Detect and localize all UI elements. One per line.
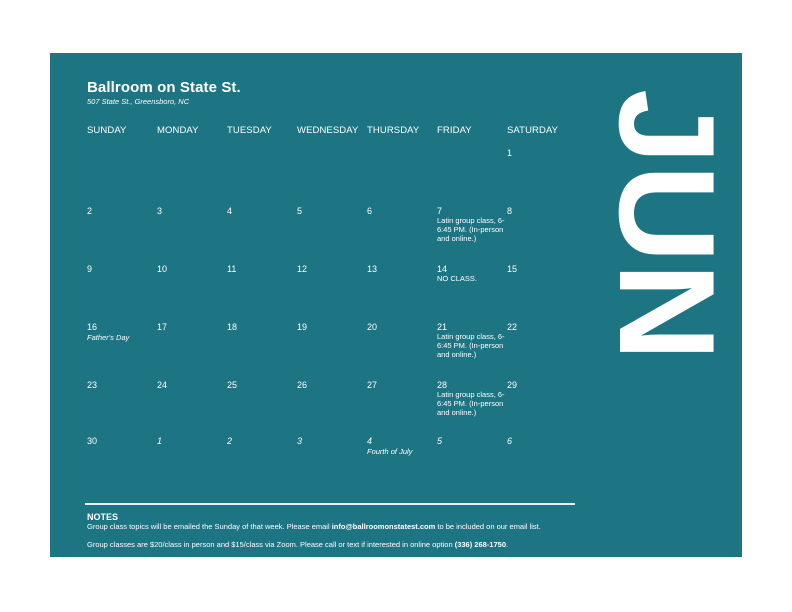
day-number: 2 <box>87 206 93 216</box>
month-label <box>591 65 743 385</box>
weekday-tuesday: TUESDAY <box>227 125 272 136</box>
day-cell <box>507 264 575 274</box>
day-cell <box>367 380 435 390</box>
day-number: 25 <box>227 380 238 390</box>
month-label-text: JUN <box>591 88 743 362</box>
day-cell <box>297 436 365 446</box>
day-number: 28 <box>437 380 448 390</box>
day-number: 7 <box>437 206 443 216</box>
notes-line2-text: Group classes are $20/class in person and $15/class via Zoom. Please call or text if interested in online option <box>87 540 455 549</box>
day-number: 17 <box>157 322 168 332</box>
day-number: 24 <box>157 380 168 390</box>
day-number: 5 <box>297 206 303 216</box>
calendar-panel <box>50 53 742 557</box>
day-cell <box>297 380 365 390</box>
day-number: 4 <box>367 436 373 446</box>
day-cell <box>367 206 435 216</box>
day-number: 6 <box>367 206 373 216</box>
notes-divider <box>85 503 575 505</box>
day-number: 29 <box>507 380 518 390</box>
event-note: Latin group class, 6-6:45 PM. (In-person and online.) <box>437 390 505 417</box>
weekday-thursday: THURSDAY <box>367 125 420 136</box>
day-cell <box>87 436 155 446</box>
day-cell <box>507 436 575 446</box>
notes-line2-tail: . <box>506 540 509 549</box>
day-number: 8 <box>507 206 513 216</box>
weekday-wednesday: WEDNESDAY <box>297 125 359 136</box>
day-number: 27 <box>367 380 378 390</box>
day-cell <box>367 322 435 332</box>
day-cell <box>437 206 505 243</box>
day-cell <box>157 322 225 332</box>
event-note: Latin group class, 6-6:45 PM. (In-person and online.) <box>437 216 505 243</box>
day-number: 3 <box>297 436 303 446</box>
day-number: 18 <box>227 322 238 332</box>
day-cell <box>87 322 155 342</box>
day-cell <box>157 436 225 446</box>
day-cell <box>227 322 295 332</box>
weekday-saturday: SATURDAY <box>507 125 559 136</box>
day-cell <box>437 264 505 283</box>
day-number: 11 <box>227 264 237 274</box>
day-cell <box>367 436 435 456</box>
day-number: 12 <box>297 264 308 274</box>
day-number: 10 <box>157 264 168 274</box>
day-cell <box>227 436 295 446</box>
day-number: 14 <box>437 264 448 274</box>
day-cell <box>367 264 435 274</box>
day-number: 20 <box>367 322 378 332</box>
day-cell <box>87 206 155 216</box>
day-number: 21 <box>437 322 448 332</box>
notes-line-pricing <box>87 540 508 549</box>
day-cell <box>87 264 155 274</box>
day-cell <box>297 322 365 332</box>
event-note: Latin group class, 6-6:45 PM. (In-person and online.) <box>437 332 505 359</box>
day-number: 13 <box>367 264 378 274</box>
day-cell <box>297 206 365 216</box>
day-number: 2 <box>227 436 233 446</box>
business-address: 507 State St., Greensboro, NC <box>87 97 190 106</box>
day-number: 15 <box>507 264 518 274</box>
day-number: 26 <box>297 380 308 390</box>
day-cell <box>507 380 575 390</box>
day-cell <box>87 380 155 390</box>
day-cell <box>437 380 505 417</box>
notes-line1-tail: to be included on our email list. <box>435 522 541 531</box>
day-number: 1 <box>507 148 513 158</box>
day-number: 23 <box>87 380 98 390</box>
holiday-label: Fourth of July <box>367 447 413 456</box>
notes-heading: NOTES <box>87 512 119 522</box>
day-number: 9 <box>87 264 93 274</box>
day-number: 30 <box>87 436 98 446</box>
day-cell <box>227 264 295 274</box>
day-cell <box>437 436 505 446</box>
day-number: 4 <box>227 206 233 216</box>
notes-phone-number[interactable]: (336) 268-1750 <box>454 540 506 549</box>
day-number: 22 <box>507 322 518 332</box>
day-cell <box>227 206 295 216</box>
day-number: 6 <box>507 436 513 446</box>
day-cell <box>507 322 575 332</box>
day-cell <box>297 264 365 274</box>
day-cell <box>437 322 505 359</box>
day-cell <box>507 148 575 158</box>
day-number: 3 <box>157 206 163 216</box>
weekday-friday: FRIDAY <box>437 125 472 136</box>
day-cell <box>157 380 225 390</box>
day-cell <box>227 380 295 390</box>
day-number: 19 <box>297 322 308 332</box>
notes-email-link[interactable]: info@ballroomonstatest.com <box>331 522 436 531</box>
weekday-monday: MONDAY <box>157 125 199 136</box>
holiday-label: Father's Day <box>87 333 130 342</box>
day-number: 16 <box>87 322 98 332</box>
notes-line1-text: Group class topics will be emailed the Sunday of that week. Please email <box>87 522 332 531</box>
day-cell <box>507 206 575 216</box>
day-cell <box>157 206 225 216</box>
notes-line-email <box>87 522 541 531</box>
day-number: 5 <box>437 436 443 446</box>
business-name: Ballroom on State St. <box>87 79 241 96</box>
day-cell <box>157 264 225 274</box>
day-number: 1 <box>157 436 163 446</box>
weekday-sunday: SUNDAY <box>87 125 127 136</box>
event-note: NO CLASS. <box>437 274 478 283</box>
